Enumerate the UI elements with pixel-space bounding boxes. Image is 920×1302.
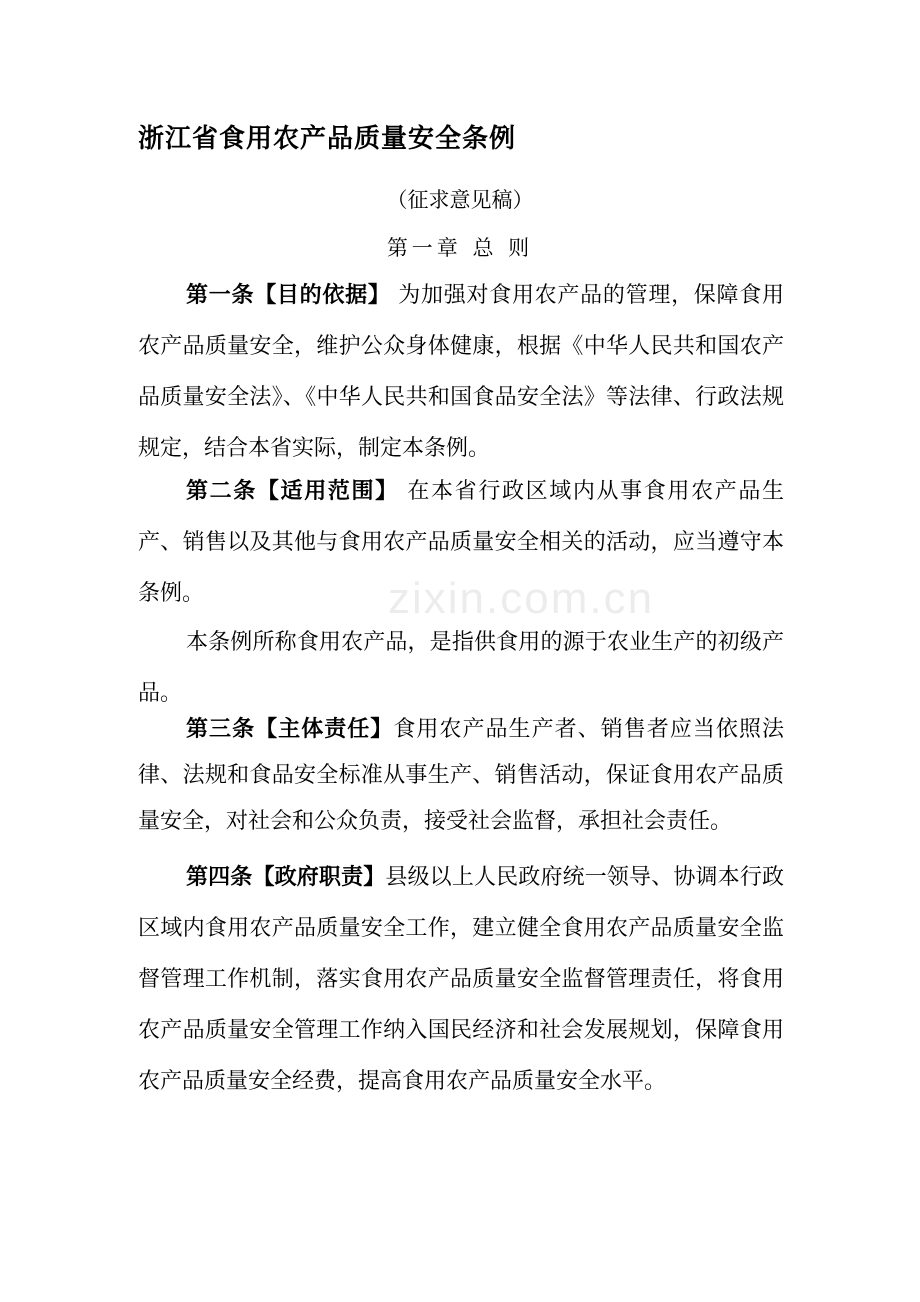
article-3 xyxy=(138,707,784,845)
article-2-definition xyxy=(138,617,784,719)
article-2-label: 第二条【适用范围】 xyxy=(186,479,399,504)
article-4-label: 第四条【政府职责】 xyxy=(186,865,386,890)
article-1-text: 为加强对食用农产品的管理，保障食用农产品质量安全，维护公众身体健康，根据《中华人民共和国农产品质量安全法》、《中华人民共和国食品安全法》等法律、行政法规规定，结合本省实际，制定本条例。 xyxy=(138,283,784,461)
article-4-text: 县级以上人民政府统一领导、协调本行政区域内食用农产品质量安全工作，建立健全食用农产品质量安全监督管理工作机制，落实食用农产品质量安全监督管理责任，将食用农产品质量安全管理工作纳入国民经济和社会发展规划，保障食用农产品质量安全经费，提高食用农产品质量安全水平。 xyxy=(138,865,784,1094)
article-2 xyxy=(138,466,784,619)
article-1-label: 第一条【目的依据】 xyxy=(186,283,391,308)
article-4 xyxy=(138,852,784,1107)
draft-note: （征求意见稿） xyxy=(386,188,534,212)
document-title: 浙江省食用农产品质量安全条例 xyxy=(138,124,517,154)
article-3-text: 食用农产品生产者、销售者应当依照法律、法规和食品安全标准从事生产、销售活动，保证食用农产品质量安全，对社会和公众负责，接受社会监督，承担社会责任。 xyxy=(138,717,784,834)
chapter-heading: 第一章 总 则 xyxy=(386,236,534,260)
article-2-definition-text: 本条例所称食用农产品，是指供食用的源于农业生产的初级产品。 xyxy=(138,630,784,706)
article-2-text: 在本省行政区域内从事食用农产品生产、销售以及其他与食用农产品质量安全相关的活动，应当遵守本条例。 xyxy=(138,479,784,606)
article-1 xyxy=(138,270,784,474)
watermark: zixin.com.cn xyxy=(388,574,655,623)
article-3-label: 第三条【主体责任】 xyxy=(186,717,394,742)
